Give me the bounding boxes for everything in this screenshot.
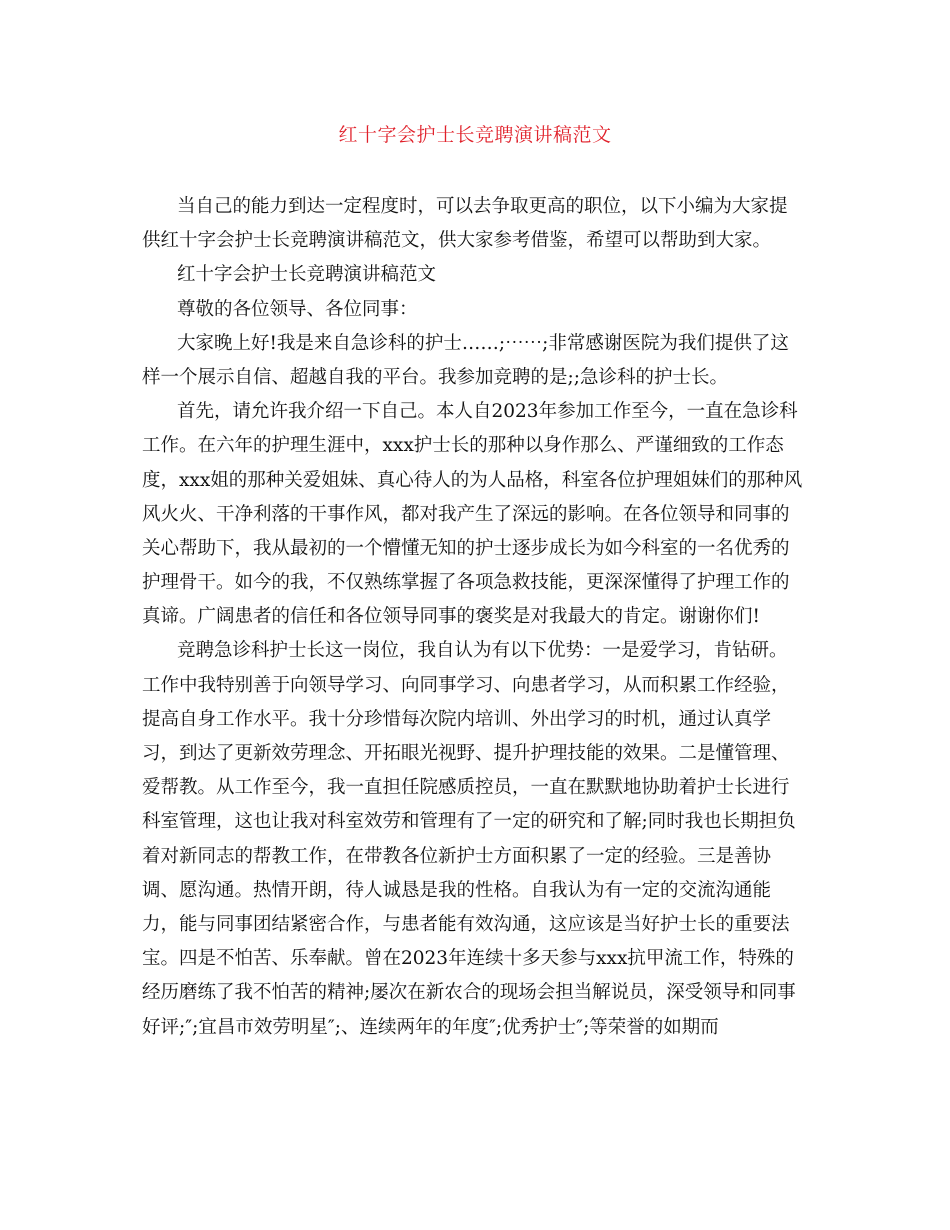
text-line: 供红十字会护士长竞聘演讲稿范文，供大家参考借鉴，希望可以帮助到大家。 [142, 230, 772, 252]
text-line: 竞聘急诊科护士长这一岗位，我自认为有以下优势：一是爱学习，肯钻研。 [177, 640, 788, 662]
text-line: 工作。在六年的护理生涯中，xxx护士长的那种以身作那么、严谨细致的工作态 [142, 435, 784, 457]
text-line: 力，能与同事团结紧密合作，与患者能有效沟通，这应该是当好护士长的重要法 [142, 913, 790, 935]
text-line: 红十字会护士长竞聘演讲稿范文 [177, 264, 437, 286]
text-line: 工作中我特别善于向领导学习、向同事学习、向患者学习，从而积累工作经验， [142, 674, 790, 696]
text-line: 大家晚上好!我是来自急诊科的护士……;⋯⋯;非常感谢医院为我们提供了这 [177, 332, 789, 354]
text-line: 首先，请允许我介绍一下自己。本人自2023年参加工作至今，一直在急诊科 [177, 401, 798, 423]
document-body [142, 190, 810, 1045]
text-line: 样一个展示自信、超越自我的平台。我参加竞聘的是;;急诊科的护士长。 [142, 366, 728, 388]
text-line: 当自己的能力到达一定程度时，可以去争取更高的职位，以下小编为大家提 [177, 196, 788, 217]
text-line: 着对新同志的帮教工作，在带教各位新护士方面积累了一定的经验。三是善协 [142, 845, 772, 867]
text-line: 风火火、干净利落的干事作风，都对我产生了深远的影响。在各位领导和同事的 [142, 503, 790, 525]
text-line: 科室管理，这也让我对科室效劳和管理有了一定的研究和了解;同时我也长期担负 [142, 811, 796, 833]
document-title: 红十字会护士长竞聘演讲稿范文 [338, 124, 612, 146]
text-line: 调、愿沟通。热情开朗，待人诚恳是我的性格。自我认为有一定的交流沟通能 [142, 879, 772, 901]
text-line: 关心帮助下，我从最初的一个懵懂无知的护士逐步成长为如今科室的一名优秀的 [142, 537, 790, 559]
text-line: 提高自身工作水平。我十分珍惜每次院内培训、外出学习的时机，通过认真学 [142, 708, 772, 730]
text-line: 好评;″;宜昌市效劳明星″;、连续两年的年度″;优秀护士″;等荣誉的如期而 [142, 1016, 719, 1038]
text-line: 真谛。广阔患者的信任和各位领导同事的褒奖是对我最大的肯定。谢谢你们! [142, 606, 760, 628]
text-line: 度，xxx姐的那种关爱姐妹、真心待人的为人品格，科室各位护理姐妹们的那种风 [142, 469, 803, 491]
text-line: 护理骨干。如今的我，不仅熟练掌握了各项急救技能，更深深懂得了护理工作的 [142, 572, 790, 594]
text-line: 习，到达了更新效劳理念、开拓眼光视野、提升护理技能的效果。二是懂管理、 [142, 743, 790, 764]
text-line: 经历磨练了我不怕苦的精神;屡次在新农合的现场会担当解说员，深受领导和同事 [142, 982, 796, 1004]
text-line: 宝。四是不怕苦、乐奉献。曾在2023年连续十多天参与xxx抗甲流工作，特殊的 [142, 948, 794, 970]
text-line: 尊敬的各位领导、各位同事： [177, 298, 418, 320]
text-line: 爱帮教。从工作至今，我一直担任院感质控员，一直在默默地协助着护士长进行 [142, 777, 790, 799]
